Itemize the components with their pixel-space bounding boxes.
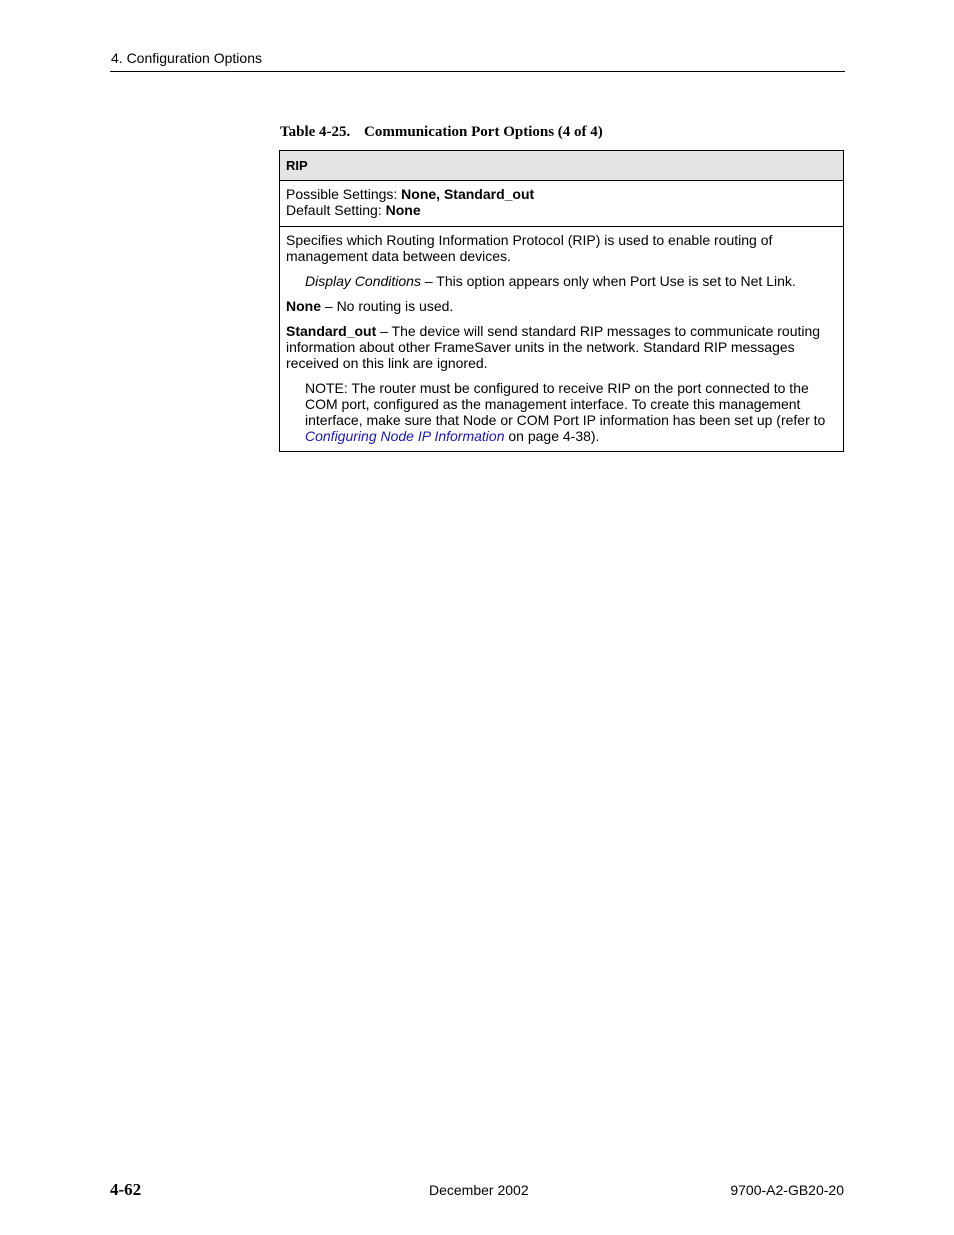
default-setting-value: None [385,202,421,218]
display-conditions-label: Display Conditions [305,273,421,289]
default-setting-label: Default Setting: [286,202,386,218]
possible-settings-label: Possible Settings: [286,186,402,202]
none-option [286,298,837,314]
standard-out-option [286,323,837,371]
table-caption [280,124,603,141]
running-head: 4. Configuration Options [111,50,262,66]
page-number: 4-62 [110,1180,142,1199]
options-table [279,150,844,452]
display-conditions-text: – This option appears only when Port Use is set to Net Link. [420,273,796,289]
none-text: – No routing is used. [321,298,454,314]
table-caption-number: Table 4-25. [280,124,351,140]
standard-out-label: Standard_out [286,323,377,339]
footer-date: December 2002 [429,1182,529,1198]
option-name-header: RIP [280,151,843,180]
possible-settings-value: None, Standard_out [401,186,535,202]
note-text: NOTE: The router must be configured to receive RIP on the port connected to the COM port, configured as the management interface. To create this management interface, make sure that Node or COM Port IP information has been set up (refer to [305,380,826,428]
configuring-node-ip-link[interactable]: Configuring Node IP Information [305,428,505,444]
description-text: Specifies which Routing Information Protocol (RIP) is used to enable routing of management data between devices. [286,232,773,264]
header-rule [110,71,845,72]
note [286,380,837,444]
standard-out-text: – The device will send standard RIP messages to communicate routing information about other FrameSaver units in the network. Standard RIP messages received on this link are ignored. [286,323,821,371]
settings-cell [280,180,843,226]
description-cell [280,226,843,451]
note-suffix: on page 4-38). [504,428,600,444]
default-setting [286,202,837,218]
table-caption-title: Communication Port Options (4 of 4) [364,124,603,140]
document-number: 9700-A2-GB20-20 [730,1182,844,1198]
none-label: None [286,298,321,314]
display-conditions [286,273,837,289]
possible-settings [286,186,837,202]
